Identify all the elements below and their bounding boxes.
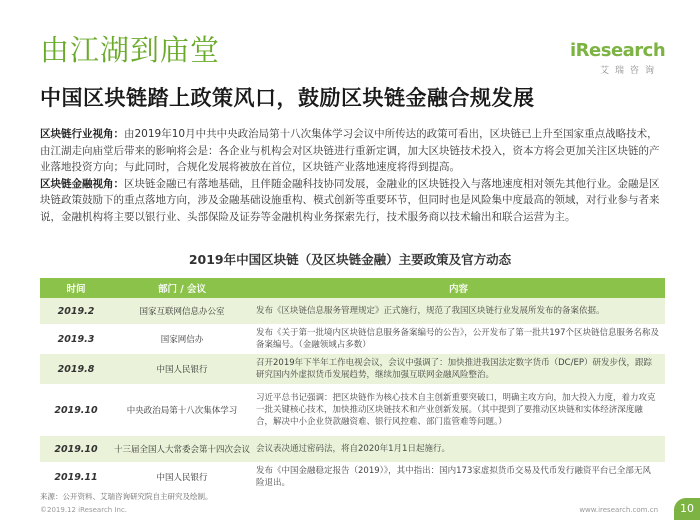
table-row — [40, 354, 665, 384]
logo-wordmark: iResearch — [570, 40, 666, 61]
table-header-row — [40, 278, 665, 298]
cell-content: 习近平总书记强调：把区块链作为核心技术自主创新重要突破口，明确主攻方向，加大投入力度，着力攻克一批关键核心技术，加快推动区块链技术和产业创新发展。（其中提到了要推动区块链和实体经济深度融合，解决中小企业贷款融资难、银行风控难、部门监管难等问题。） — [252, 384, 665, 436]
page-number: 10 — [674, 498, 700, 520]
table-row — [40, 462, 665, 492]
table-title: 2019年中国区块链（及区块链金融）主要政策及官方动态 — [188, 252, 512, 267]
cell-dept: 十三届全国人大常委会第十四次会议 — [112, 436, 252, 462]
source-note: 来源：公开资料、艾瑞咨询研究院自主研究及绘制。 — [40, 492, 213, 501]
policy-table — [40, 278, 665, 492]
paragraph-industry — [40, 126, 665, 176]
cell-dept: 中国人民银行 — [112, 462, 252, 492]
header-content: 内容 — [252, 278, 665, 298]
cell-content: 会议表决通过密码法，将自2020年1月1日起施行。 — [252, 436, 665, 462]
table-row — [40, 436, 665, 462]
paragraph-finance — [40, 176, 665, 226]
iresearch-logo — [570, 40, 666, 76]
body-text — [40, 126, 665, 225]
table-row — [40, 384, 665, 436]
cell-year: 2019.11 — [40, 462, 112, 492]
page-title: 由江湖到庙堂 — [40, 33, 221, 67]
cell-dept: 中国人民银行 — [112, 354, 252, 384]
paragraph-text: 区块链金融已有落地基础，且伴随金融科技协同发展，金融业的区块链投入与落地速度相对领先其他行业。金融是区块链政策鼓励下的重点落地方向，涉及金融基础设施重构、模式创新等重要环节，但同时也是风险集中度最高的领域，对行业参与者来说，金融机构将主要以银行业、头部保险及证券等金融机构业务探索先行，技术服务商以技术输出和联合运营为主。 — [40, 177, 660, 223]
copyright: ©2019.12 iResearch Inc. — [40, 506, 128, 514]
cell-year: 2019.8 — [40, 354, 112, 384]
paragraph-lead: 区块链行业视角： — [40, 128, 124, 140]
cell-content: 发布《区块链信息服务管理规定》正式施行，规范了我国区块链行业发展所发布的备案依据。 — [252, 298, 665, 324]
logo-subtext: 艾瑞咨询 — [599, 66, 660, 76]
cell-dept: 中央政治局第十八次集体学习 — [112, 384, 252, 436]
cell-year: 2019.3 — [40, 324, 112, 354]
cell-year: 2019.2 — [40, 298, 112, 324]
paragraph-lead: 区块链金融视角： — [40, 177, 124, 190]
cell-content: 发布《关于第一批境内区块链信息服务备案编号的公告》，公开发布了第一批共197个区块链信息服务名称及备案编号。（金融领域占多数） — [252, 324, 665, 354]
cell-year: 2019.10 — [40, 384, 112, 436]
cell-dept: 国家网信办 — [112, 324, 252, 354]
cell-year: 2019.10 — [40, 436, 112, 462]
cell-content: 发布《中国金融稳定报告（2019）》，其中指出：国内173家虚拟货币交易及代币发行融资平台已全部无风险退出。 — [252, 462, 665, 492]
website-link[interactable]: www.iresearch.com.cn — [579, 506, 658, 514]
paragraph-text: 由2019年10月中共中央政治局第十八次集体学习会议中所传达的政策可看出，区块链已上升至国家重点战略技术，由江湖走向庙堂后带来的影响将会是：各企业与机构会对区块链进行重新定调，加大区块链技术投入，资本方将会更加关注区块链的产业落地投资方向；与此同时，合规化发展将被放在首位，区块链产业落地速度将得到提高。 — [40, 128, 660, 173]
table-row — [40, 324, 665, 354]
header-dept: 部门 / 会议 — [112, 278, 252, 298]
cell-dept: 国家互联网信息办公室 — [112, 298, 252, 324]
header-time: 时间 — [40, 278, 112, 298]
table-row — [40, 298, 665, 324]
page-subtitle: 中国区块链踏上政策风口，鼓励区块链金融合规发展 — [40, 86, 535, 110]
cell-content: 召开2019年下半年工作电视会议，会议中强调了：加快推进我国法定数字货币（DC/EP）研发步伐，跟踪研究国内外虚拟货币发展趋势，继续加强互联网金融风险整治。 — [252, 354, 665, 384]
